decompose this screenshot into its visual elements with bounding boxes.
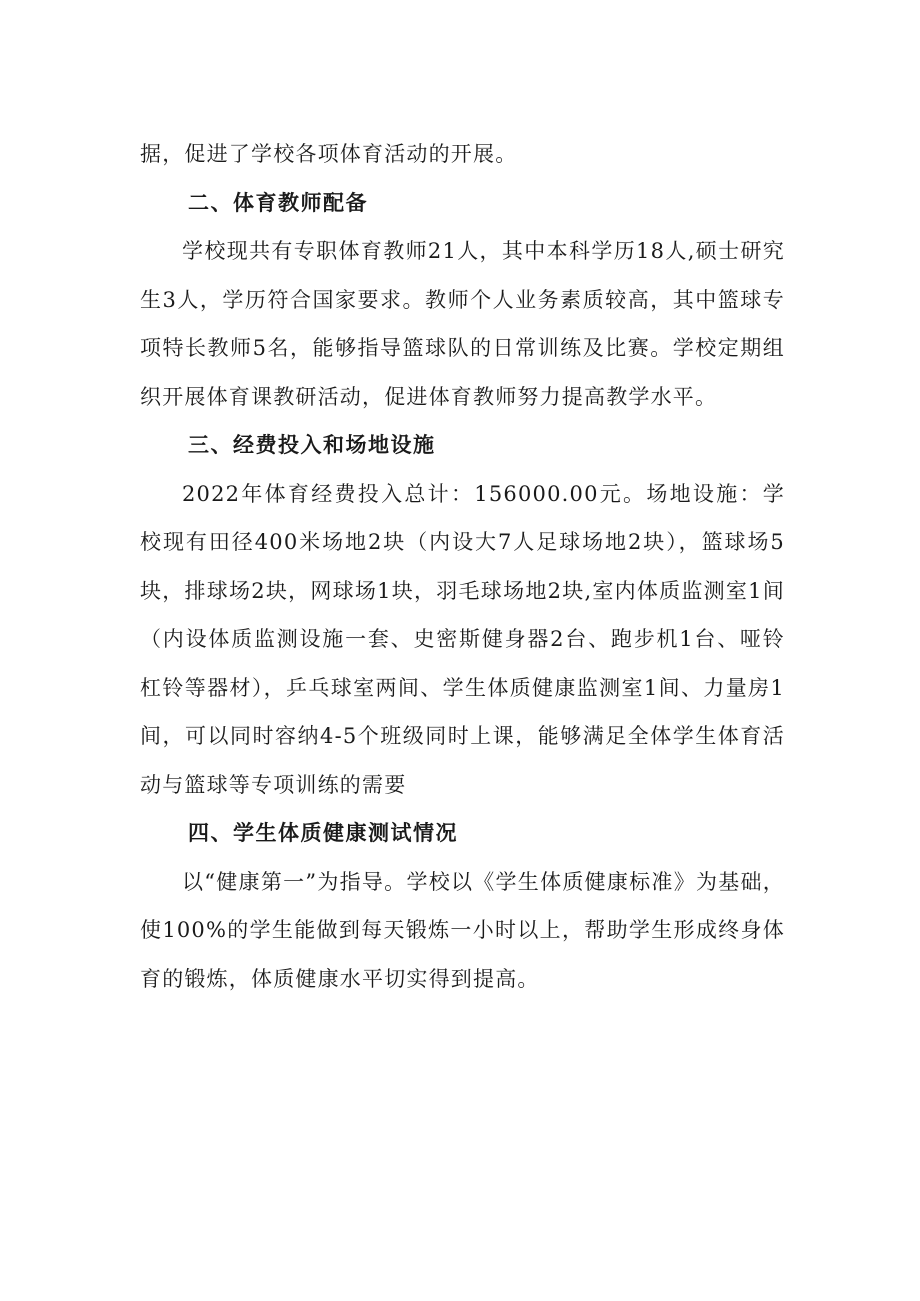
section-body-fitness-testing: 以“健康第一”为指导。学校以《学生体质健康标准》为基础，使100%的学生能做到每天锻炼一小时以上，帮助学生形成终身体育的锻炼，体质健康水平切实得到提高。	[140, 869, 785, 991]
continuation-paragraph: 据，促进了学校各项体育活动的开展。	[140, 142, 518, 166]
section-body-funding-facilities: 2022年体育经费投入总计：156000.00元。场地设施：学校现有田径400米场地2块（内设大7人足球场地2块），篮球场5块，排球场2块，网球场1块，羽毛球场地2块,室内体质监测室1间（内设体质监测设施一套、史密斯健身器2台、跑步机1台、哑铃杠铃等器材），乒乓球室两间、学生体质健康监测室1间、力量房1间，可以同时容纳4-5个班级同时上课，能够满足全体学生体育活动与篮球等专项训练的需要	[140, 481, 785, 797]
section-heading-funding-facilities: 三、经费投入和场地设施	[188, 433, 436, 457]
section-body-teachers: 学校现共有专职体育教师21人，其中本科学历18人,硕士研究生3人，学历符合国家要求。教师个人业务素质较高，其中篮球专项特长教师5名，能够指导篮球队的日常训练及比赛。学校定期组织开展体育课教研活动，促进体育教师努力提高教学水平。	[140, 239, 785, 409]
section-heading-teachers: 二、体育教师配备	[188, 190, 368, 215]
document-page	[140, 130, 785, 1003]
section-heading-fitness-testing: 四、学生体质健康测试情况	[188, 821, 458, 845]
